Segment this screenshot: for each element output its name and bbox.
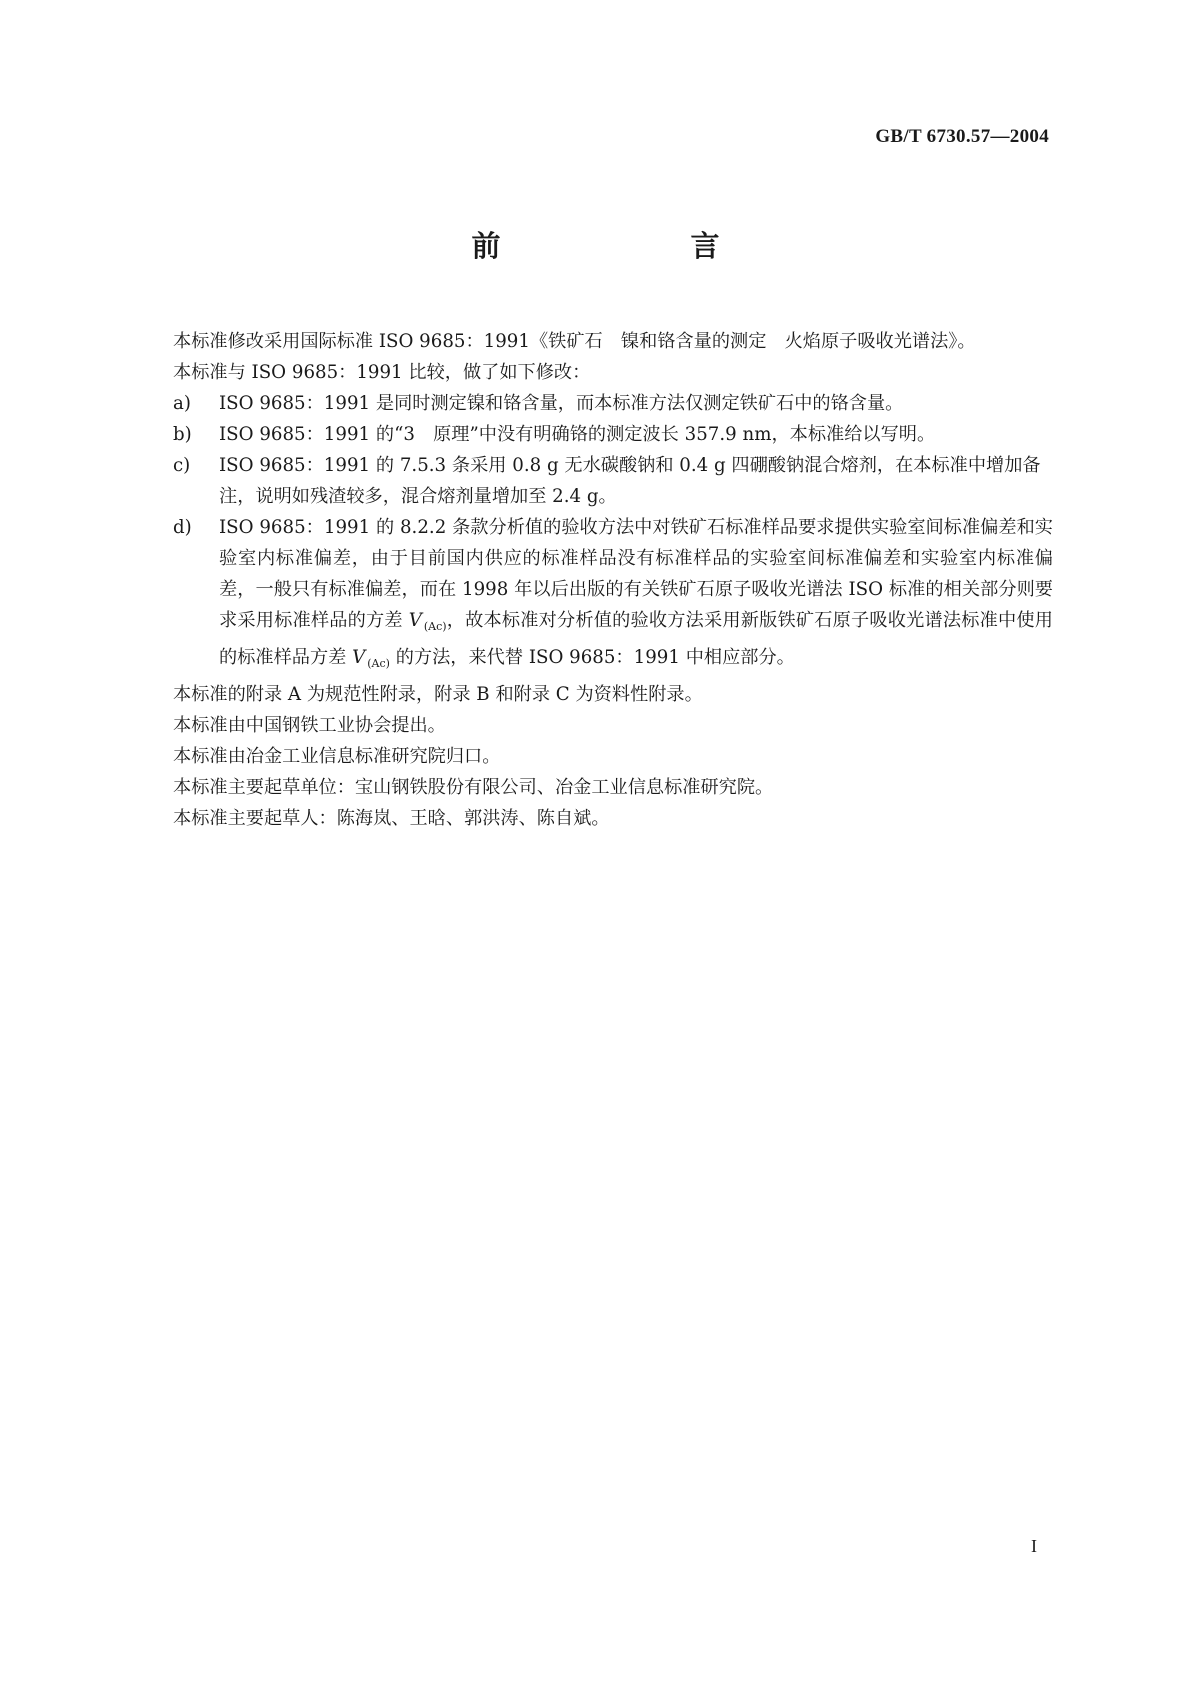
list-text-d-part2: ，故本标准对分析值的验收方法采用新版铁矿石原子吸收光谱法标准中使用的标准样品方差 — [219, 610, 1053, 668]
variance-symbol: V — [408, 610, 422, 631]
foreword-body — [173, 326, 1053, 834]
list-item-d — [173, 512, 1053, 679]
page-title: 前 言 — [471, 229, 764, 263]
list-marker-a: a) — [173, 393, 191, 414]
page-number: I — [1031, 1536, 1037, 1556]
variance-symbol-2: V — [352, 647, 366, 668]
list-item-b — [173, 419, 1053, 450]
paragraph-proposer: 本标准由中国钢铁工业协会提出。 — [173, 715, 446, 736]
list-text-a: ISO 9685：1991 是同时测定镍和铬含量，而本标准方法仅测定铁矿石中的铬含量。 — [219, 393, 904, 414]
paragraph-comparison: 本标准与 ISO 9685：1991 比较，做了如下修改： — [173, 362, 591, 383]
list-text-d-part1: ISO 9685：1991 的 8.2.2 条款分析值的验收方法中对铁矿石标准样品要求提供实验室间标准偏差和实验室内标准偏差，由于目前国内供应的标准样品没有标准样品的实验室间标准偏差和实验室内标准偏差，一般只有标准偏差，而在 1998 年以后出版的有关铁矿石原子吸收光谱法 ISO 标准的相关部分则要求采用标准样品的方差 — [219, 517, 1053, 631]
list-marker-b: b) — [173, 424, 192, 445]
paragraph-annexes: 本标准的附录 A 为规范性附录，附录 B 和附录 C 为资料性附录。 — [173, 684, 703, 705]
standard-number: GB/T 6730.57—2004 — [875, 126, 1049, 147]
paragraph-adoption: 本标准修改采用国际标准 ISO 9685：1991《铁矿石 镍和铬含量的测定 火焰原子吸收光谱法》。 — [173, 331, 976, 352]
list-marker-c: c) — [173, 455, 191, 476]
paragraph-drafters: 本标准主要起草人：陈海岚、王晗、郭洪涛、陈自斌。 — [173, 808, 610, 829]
list-text-c: ISO 9685：1991 的 7.5.3 条采用 0.8 g 无水碳酸钠和 0.4 g 四硼酸钠混合熔剂，在本标准中增加备注，说明如残渣较多，混合熔剂量增加至 2.4 g。 — [219, 455, 1041, 507]
list-text-d — [219, 512, 1053, 679]
list-marker-d: d) — [173, 517, 192, 538]
list-text-b: ISO 9685：1991 的“3 原理”中没有明确铬的测定波长 357.9 nm，本标准给以写明。 — [219, 424, 936, 445]
variance-subscript: (Ac) — [423, 620, 447, 633]
paragraph-centralized: 本标准由冶金工业信息标准研究院归口。 — [173, 746, 501, 767]
paragraph-drafting-units: 本标准主要起草单位：宝山钢铁股份有限公司、冶金工业信息标准研究院。 — [173, 777, 774, 798]
list-text-d-part3: 的方法，来代替 ISO 9685：1991 中相应部分。 — [389, 647, 795, 668]
variance-subscript-2: (Ac) — [367, 657, 390, 670]
list-item-a — [173, 388, 1053, 419]
list-item-c — [173, 450, 1053, 512]
